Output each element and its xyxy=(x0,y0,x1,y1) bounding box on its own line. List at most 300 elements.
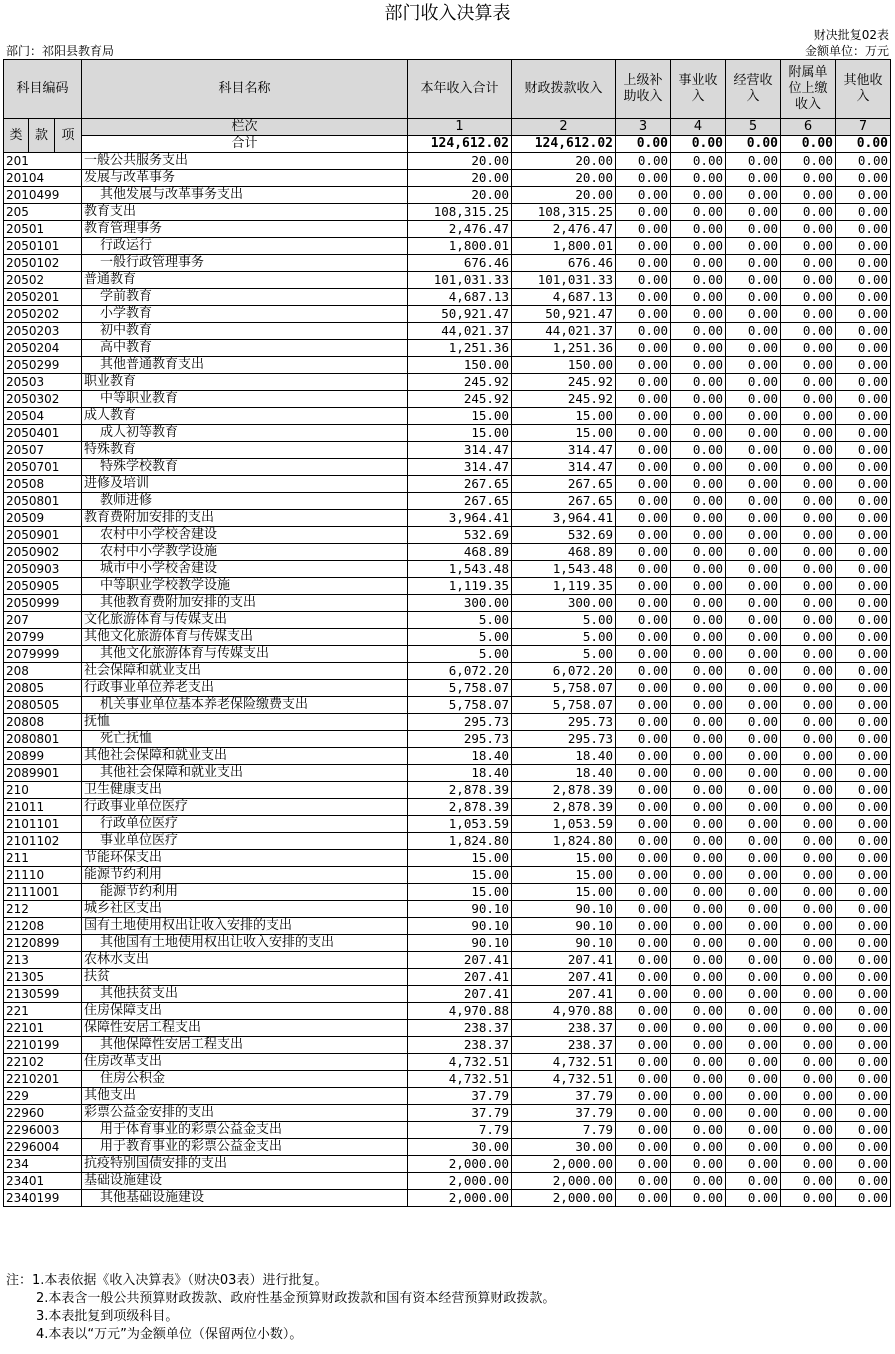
amount-cell: 0.00 xyxy=(781,918,836,935)
table-row xyxy=(4,884,891,901)
amount-cell: 314.47 xyxy=(512,459,616,476)
lanci-2: 2 xyxy=(512,119,616,136)
subject-code: 2111001 xyxy=(4,884,82,901)
subject-name: 彩票公益金安排的支出 xyxy=(82,1105,408,1122)
amount-cell: 0.00 xyxy=(726,238,781,255)
subject-name: 高中教育 xyxy=(82,340,408,357)
amount-cell: 2,878.39 xyxy=(408,782,512,799)
table-row xyxy=(4,867,891,884)
amount-cell: 0.00 xyxy=(671,1122,726,1139)
amount-cell: 0.00 xyxy=(836,1173,891,1190)
subject-code: 205 xyxy=(4,204,82,221)
subject-name: 基础设施建设 xyxy=(82,1173,408,1190)
amount-cell: 0.00 xyxy=(781,425,836,442)
table-row xyxy=(4,1088,891,1105)
table-row xyxy=(4,612,891,629)
amount-cell: 0.00 xyxy=(616,153,671,170)
subject-code: 221 xyxy=(4,1003,82,1020)
amount-cell: 0.00 xyxy=(836,306,891,323)
amount-cell: 0.00 xyxy=(836,221,891,238)
table-row xyxy=(4,799,891,816)
amount-cell: 0.00 xyxy=(726,697,781,714)
lanci-7: 7 xyxy=(836,119,891,136)
subject-code: 207 xyxy=(4,612,82,629)
subject-name: 抗疫特别国债安排的支出 xyxy=(82,1156,408,1173)
amount-cell: 0.00 xyxy=(671,1173,726,1190)
amount-cell: 0.00 xyxy=(726,1054,781,1071)
amount-cell: 20.00 xyxy=(408,153,512,170)
amount-cell: 3,964.41 xyxy=(512,510,616,527)
amount-cell: 0.00 xyxy=(781,323,836,340)
amount-cell: 0.00 xyxy=(781,340,836,357)
income-table xyxy=(3,59,891,1207)
amount-cell: 0.00 xyxy=(671,187,726,204)
amount-cell: 0.00 xyxy=(616,731,671,748)
amount-cell: 0.00 xyxy=(781,221,836,238)
table-row xyxy=(4,578,891,595)
subject-code: 20808 xyxy=(4,714,82,731)
amount-cell: 0.00 xyxy=(671,476,726,493)
amount-cell: 0.00 xyxy=(836,255,891,272)
amount-cell: 0.00 xyxy=(726,425,781,442)
amount-cell: 0.00 xyxy=(836,850,891,867)
amount-cell: 0.00 xyxy=(616,204,671,221)
amount-cell: 0.00 xyxy=(781,527,836,544)
amount-cell: 0.00 xyxy=(781,306,836,323)
amount-cell: 0.00 xyxy=(671,425,726,442)
subject-code: 20507 xyxy=(4,442,82,459)
amount-cell: 0.00 xyxy=(616,459,671,476)
amount-cell: 3,964.41 xyxy=(408,510,512,527)
amount-cell: 0.00 xyxy=(836,357,891,374)
amount-cell: 0.00 xyxy=(671,204,726,221)
amount-cell: 0.00 xyxy=(726,255,781,272)
table-row xyxy=(4,952,891,969)
header-col5: 经营收入 xyxy=(726,60,781,119)
amount-cell: 0.00 xyxy=(671,629,726,646)
subject-name: 教师进修 xyxy=(82,493,408,510)
amount-cell: 0.00 xyxy=(726,935,781,952)
amount-cell: 0.00 xyxy=(726,306,781,323)
amount-cell: 0.00 xyxy=(726,867,781,884)
subject-code: 2080505 xyxy=(4,697,82,714)
amount-cell: 0.00 xyxy=(726,340,781,357)
amount-cell: 0.00 xyxy=(671,510,726,527)
amount-cell: 0.00 xyxy=(616,697,671,714)
amount-cell: 0.00 xyxy=(671,952,726,969)
amount-cell: 0.00 xyxy=(616,442,671,459)
subject-name: 农村中小学教学设施 xyxy=(82,544,408,561)
amount-cell: 0.00 xyxy=(726,1088,781,1105)
amount-cell: 0.00 xyxy=(781,561,836,578)
subject-code: 22102 xyxy=(4,1054,82,1071)
amount-cell: 0.00 xyxy=(671,391,726,408)
lanci-label: 栏次 xyxy=(82,119,408,136)
table-row xyxy=(4,408,891,425)
amount-cell: 2,476.47 xyxy=(408,221,512,238)
amount-cell: 0.00 xyxy=(781,765,836,782)
amount-cell: 5.00 xyxy=(408,646,512,663)
header-col3: 上级补助收入 xyxy=(616,60,671,119)
amount-cell: 0.00 xyxy=(781,952,836,969)
amount-cell: 0.00 xyxy=(616,1122,671,1139)
amount-cell: 0.00 xyxy=(671,782,726,799)
amount-cell: 0.00 xyxy=(616,935,671,952)
amount-cell: 0.00 xyxy=(836,714,891,731)
amount-cell: 0.00 xyxy=(726,782,781,799)
subject-name: 其他文化旅游体育与传媒支出 xyxy=(82,646,408,663)
table-row xyxy=(4,221,891,238)
amount-cell: 0.00 xyxy=(726,221,781,238)
amount-cell: 5.00 xyxy=(408,629,512,646)
amount-cell: 0.00 xyxy=(726,595,781,612)
amount-cell: 0.00 xyxy=(781,1054,836,1071)
amount-cell: 0.00 xyxy=(781,1122,836,1139)
amount-cell: 0.00 xyxy=(616,1139,671,1156)
header-col1: 本年收入合计 xyxy=(408,60,512,119)
subject-name: 普通教育 xyxy=(82,272,408,289)
amount-cell: 0.00 xyxy=(781,1003,836,1020)
amount-cell: 468.89 xyxy=(408,544,512,561)
note-line: 4.本表以“万元”为金额单位（保留两位小数）。 xyxy=(36,1327,303,1342)
amount-cell: 0.00 xyxy=(616,612,671,629)
amount-cell: 0.00 xyxy=(616,765,671,782)
subject-name: 用于体育事业的彩票公益金支出 xyxy=(82,1122,408,1139)
subject-name: 其他基础设施建设 xyxy=(82,1190,408,1207)
subject-name: 能源节约利用 xyxy=(82,867,408,884)
amount-cell: 5,758.07 xyxy=(512,697,616,714)
subject-name: 农村中小学校舍建设 xyxy=(82,527,408,544)
subject-code: 2050902 xyxy=(4,544,82,561)
amount-cell: 50,921.47 xyxy=(512,306,616,323)
amount-cell: 20.00 xyxy=(408,170,512,187)
amount-cell: 0.00 xyxy=(781,595,836,612)
subject-name: 保障性安居工程支出 xyxy=(82,1020,408,1037)
amount-cell: 15.00 xyxy=(408,850,512,867)
amount-cell: 0.00 xyxy=(836,1054,891,1071)
subject-name: 其他扶贫支出 xyxy=(82,986,408,1003)
amount-cell: 0.00 xyxy=(836,289,891,306)
table-row xyxy=(4,493,891,510)
amount-cell: 37.79 xyxy=(408,1105,512,1122)
amount-cell: 0.00 xyxy=(616,782,671,799)
department-label: 部门：祁阳县教育局 xyxy=(6,44,115,58)
amount-cell: 15.00 xyxy=(408,425,512,442)
amount-cell: 18.40 xyxy=(408,748,512,765)
amount-cell: 207.41 xyxy=(408,952,512,969)
amount-cell: 0.00 xyxy=(781,1173,836,1190)
amount-cell: 0.00 xyxy=(726,170,781,187)
amount-cell: 0.00 xyxy=(836,1190,891,1207)
table-row xyxy=(4,1122,891,1139)
amount-cell: 0.00 xyxy=(781,867,836,884)
amount-cell: 0.00 xyxy=(671,901,726,918)
amount-cell: 90.10 xyxy=(408,935,512,952)
amount-cell: 0.00 xyxy=(781,850,836,867)
amount-cell: 5,758.07 xyxy=(512,680,616,697)
amount-cell: 37.79 xyxy=(408,1088,512,1105)
amount-cell: 0.00 xyxy=(781,272,836,289)
amount-cell: 0.00 xyxy=(781,935,836,952)
amount-cell: 0.00 xyxy=(726,561,781,578)
subject-name: 抚恤 xyxy=(82,714,408,731)
amount-cell: 0.00 xyxy=(836,340,891,357)
table-row xyxy=(4,1156,891,1173)
amount-cell: 207.41 xyxy=(512,986,616,1003)
amount-cell: 0.00 xyxy=(616,1173,671,1190)
table-row xyxy=(4,969,891,986)
lanci-3: 3 xyxy=(616,119,671,136)
subject-code: 2130599 xyxy=(4,986,82,1003)
amount-cell: 1,119.35 xyxy=(512,578,616,595)
table-row xyxy=(4,374,891,391)
amount-cell: 0.00 xyxy=(671,357,726,374)
amount-cell: 90.10 xyxy=(512,935,616,952)
subject-code: 210 xyxy=(4,782,82,799)
amount-cell: 0.00 xyxy=(616,476,671,493)
amount-cell: 267.65 xyxy=(408,493,512,510)
table-row xyxy=(4,527,891,544)
amount-cell: 295.73 xyxy=(512,714,616,731)
amount-cell: 0.00 xyxy=(836,442,891,459)
table-row xyxy=(4,646,891,663)
amount-cell: 0.00 xyxy=(671,272,726,289)
amount-cell: 0.00 xyxy=(671,816,726,833)
amount-cell: 15.00 xyxy=(512,884,616,901)
table-row xyxy=(4,1003,891,1020)
amount-cell: 0.00 xyxy=(836,510,891,527)
table-row xyxy=(4,272,891,289)
amount-cell: 238.37 xyxy=(408,1020,512,1037)
amount-cell: 6,072.20 xyxy=(408,663,512,680)
amount-cell: 0.00 xyxy=(671,306,726,323)
table-row xyxy=(4,850,891,867)
amount-cell: 300.00 xyxy=(512,595,616,612)
amount-cell: 0.00 xyxy=(616,901,671,918)
subject-code: 22101 xyxy=(4,1020,82,1037)
table-row xyxy=(4,1037,891,1054)
note-line: 3.本表批复到项级科目。 xyxy=(36,1309,179,1324)
amount-cell: 0.00 xyxy=(726,850,781,867)
amount-cell: 0.00 xyxy=(781,646,836,663)
amount-cell: 0.00 xyxy=(671,595,726,612)
amount-cell: 0.00 xyxy=(616,1054,671,1071)
amount-cell: 0.00 xyxy=(781,357,836,374)
amount-cell: 5.00 xyxy=(512,646,616,663)
amount-cell: 0.00 xyxy=(781,255,836,272)
amount-cell: 0.00 xyxy=(671,1071,726,1088)
amount-cell: 0.00 xyxy=(781,289,836,306)
amount-cell: 90.10 xyxy=(408,918,512,935)
amount-cell: 295.73 xyxy=(408,731,512,748)
subject-code: 2050901 xyxy=(4,527,82,544)
amount-cell: 245.92 xyxy=(408,391,512,408)
amount-cell: 0.00 xyxy=(781,1037,836,1054)
amount-cell: 15.00 xyxy=(408,884,512,901)
amount-cell: 0.00 xyxy=(781,578,836,595)
subject-name: 小学教育 xyxy=(82,306,408,323)
amount-cell: 0.00 xyxy=(781,391,836,408)
table-row xyxy=(4,833,891,850)
header-kuan: 款 xyxy=(29,119,55,153)
table-row xyxy=(4,816,891,833)
amount-cell: 2,000.00 xyxy=(408,1156,512,1173)
amount-cell: 676.46 xyxy=(512,255,616,272)
amount-cell: 0.00 xyxy=(781,697,836,714)
table-row xyxy=(4,918,891,935)
amount-cell: 4,732.51 xyxy=(408,1054,512,1071)
total-row xyxy=(4,136,891,153)
amount-cell: 0.00 xyxy=(781,714,836,731)
amount-cell: 0.00 xyxy=(836,272,891,289)
subject-name: 其他国有土地使用权出让收入安排的支出 xyxy=(82,935,408,952)
amount-cell: 0.00 xyxy=(671,238,726,255)
amount-cell: 0.00 xyxy=(616,578,671,595)
amount-cell: 50,921.47 xyxy=(408,306,512,323)
amount-cell: 0.00 xyxy=(726,187,781,204)
amount-cell: 0.00 xyxy=(836,646,891,663)
amount-cell: 1,251.36 xyxy=(408,340,512,357)
amount-cell: 0.00 xyxy=(671,714,726,731)
amount-cell: 0.00 xyxy=(616,1088,671,1105)
table-number: 财决批复02表 xyxy=(813,28,889,42)
total-value: 124,612.02 xyxy=(512,136,616,153)
amount-cell: 0.00 xyxy=(671,544,726,561)
lanci-1: 1 xyxy=(408,119,512,136)
amount-cell: 0.00 xyxy=(726,969,781,986)
subject-code: 2340199 xyxy=(4,1190,82,1207)
amount-cell: 0.00 xyxy=(616,1071,671,1088)
subject-code: 2210199 xyxy=(4,1037,82,1054)
amount-cell: 0.00 xyxy=(726,493,781,510)
total-label: 合计 xyxy=(82,136,408,153)
table-row xyxy=(4,663,891,680)
amount-cell: 0.00 xyxy=(781,663,836,680)
subject-code: 2050999 xyxy=(4,595,82,612)
total-value: 0.00 xyxy=(781,136,836,153)
amount-cell: 0.00 xyxy=(616,1105,671,1122)
table-row xyxy=(4,901,891,918)
amount-cell: 1,543.48 xyxy=(512,561,616,578)
subject-name: 初中教育 xyxy=(82,323,408,340)
table-row xyxy=(4,714,891,731)
amount-cell: 0.00 xyxy=(616,918,671,935)
table-row xyxy=(4,629,891,646)
subject-code: 2050905 xyxy=(4,578,82,595)
amount-cell: 267.65 xyxy=(512,493,616,510)
amount-cell: 0.00 xyxy=(616,374,671,391)
amount-cell: 0.00 xyxy=(836,1071,891,1088)
amount-cell: 6,072.20 xyxy=(512,663,616,680)
table-row xyxy=(4,561,891,578)
amount-cell: 0.00 xyxy=(836,901,891,918)
amount-cell: 0.00 xyxy=(836,969,891,986)
amount-cell: 101,031.33 xyxy=(512,272,616,289)
amount-cell: 0.00 xyxy=(781,204,836,221)
amount-cell: 0.00 xyxy=(781,238,836,255)
amount-cell: 2,878.39 xyxy=(512,799,616,816)
header-col2: 财政拨款收入 xyxy=(512,60,616,119)
amount-cell: 108,315.25 xyxy=(512,204,616,221)
amount-cell: 0.00 xyxy=(726,663,781,680)
amount-cell: 0.00 xyxy=(616,680,671,697)
amount-cell: 0.00 xyxy=(671,459,726,476)
amount-cell: 0.00 xyxy=(616,187,671,204)
subject-code: 211 xyxy=(4,850,82,867)
amount-cell: 4,970.88 xyxy=(512,1003,616,1020)
table-row xyxy=(4,442,891,459)
table-row xyxy=(4,391,891,408)
amount-cell: 37.79 xyxy=(512,1088,616,1105)
subject-code: 20504 xyxy=(4,408,82,425)
amount-cell: 0.00 xyxy=(616,425,671,442)
subject-code: 201 xyxy=(4,153,82,170)
amount-cell: 0.00 xyxy=(726,918,781,935)
amount-cell: 0.00 xyxy=(781,1190,836,1207)
lanci-6: 6 xyxy=(781,119,836,136)
amount-cell: 238.37 xyxy=(512,1037,616,1054)
amount-cell: 267.65 xyxy=(408,476,512,493)
amount-cell: 0.00 xyxy=(781,799,836,816)
table-row xyxy=(4,1071,891,1088)
amount-cell: 4,732.51 xyxy=(512,1054,616,1071)
amount-cell: 5.00 xyxy=(512,629,616,646)
amount-cell: 0.00 xyxy=(836,1088,891,1105)
amount-cell: 0.00 xyxy=(616,340,671,357)
subject-name: 行政事业单位养老支出 xyxy=(82,680,408,697)
table-row xyxy=(4,595,891,612)
amount-cell: 2,476.47 xyxy=(512,221,616,238)
amount-cell: 1,800.01 xyxy=(512,238,616,255)
amount-cell: 0.00 xyxy=(616,799,671,816)
table-row xyxy=(4,238,891,255)
amount-cell: 15.00 xyxy=(408,408,512,425)
subject-code: 20502 xyxy=(4,272,82,289)
amount-cell: 20.00 xyxy=(512,170,616,187)
amount-cell: 0.00 xyxy=(616,408,671,425)
amount-cell: 0.00 xyxy=(616,629,671,646)
amount-cell: 0.00 xyxy=(616,493,671,510)
subject-name: 住房保障支出 xyxy=(82,1003,408,1020)
amount-cell: 245.92 xyxy=(512,374,616,391)
amount-cell: 0.00 xyxy=(781,408,836,425)
subject-code: 20501 xyxy=(4,221,82,238)
subject-code: 2089901 xyxy=(4,765,82,782)
subject-code: 20503 xyxy=(4,374,82,391)
subject-name: 农林水支出 xyxy=(82,952,408,969)
subject-code: 2080801 xyxy=(4,731,82,748)
amount-cell: 30.00 xyxy=(408,1139,512,1156)
amount-cell: 0.00 xyxy=(781,969,836,986)
subject-name: 卫生健康支出 xyxy=(82,782,408,799)
amount-cell: 0.00 xyxy=(726,476,781,493)
amount-cell: 4,687.13 xyxy=(512,289,616,306)
subject-name: 国有土地使用权出让收入安排的支出 xyxy=(82,918,408,935)
amount-cell: 2,000.00 xyxy=(512,1173,616,1190)
subject-code: 2050102 xyxy=(4,255,82,272)
subject-name: 中等职业教育 xyxy=(82,391,408,408)
amount-cell: 7.79 xyxy=(408,1122,512,1139)
amount-cell: 0.00 xyxy=(836,544,891,561)
amount-cell: 0.00 xyxy=(836,493,891,510)
amount-cell: 0.00 xyxy=(836,391,891,408)
subject-name: 行政运行 xyxy=(82,238,408,255)
amount-cell: 7.79 xyxy=(512,1122,616,1139)
amount-cell: 20.00 xyxy=(512,153,616,170)
table-row xyxy=(4,204,891,221)
amount-cell: 0.00 xyxy=(671,374,726,391)
subject-name: 教育费附加安排的支出 xyxy=(82,510,408,527)
